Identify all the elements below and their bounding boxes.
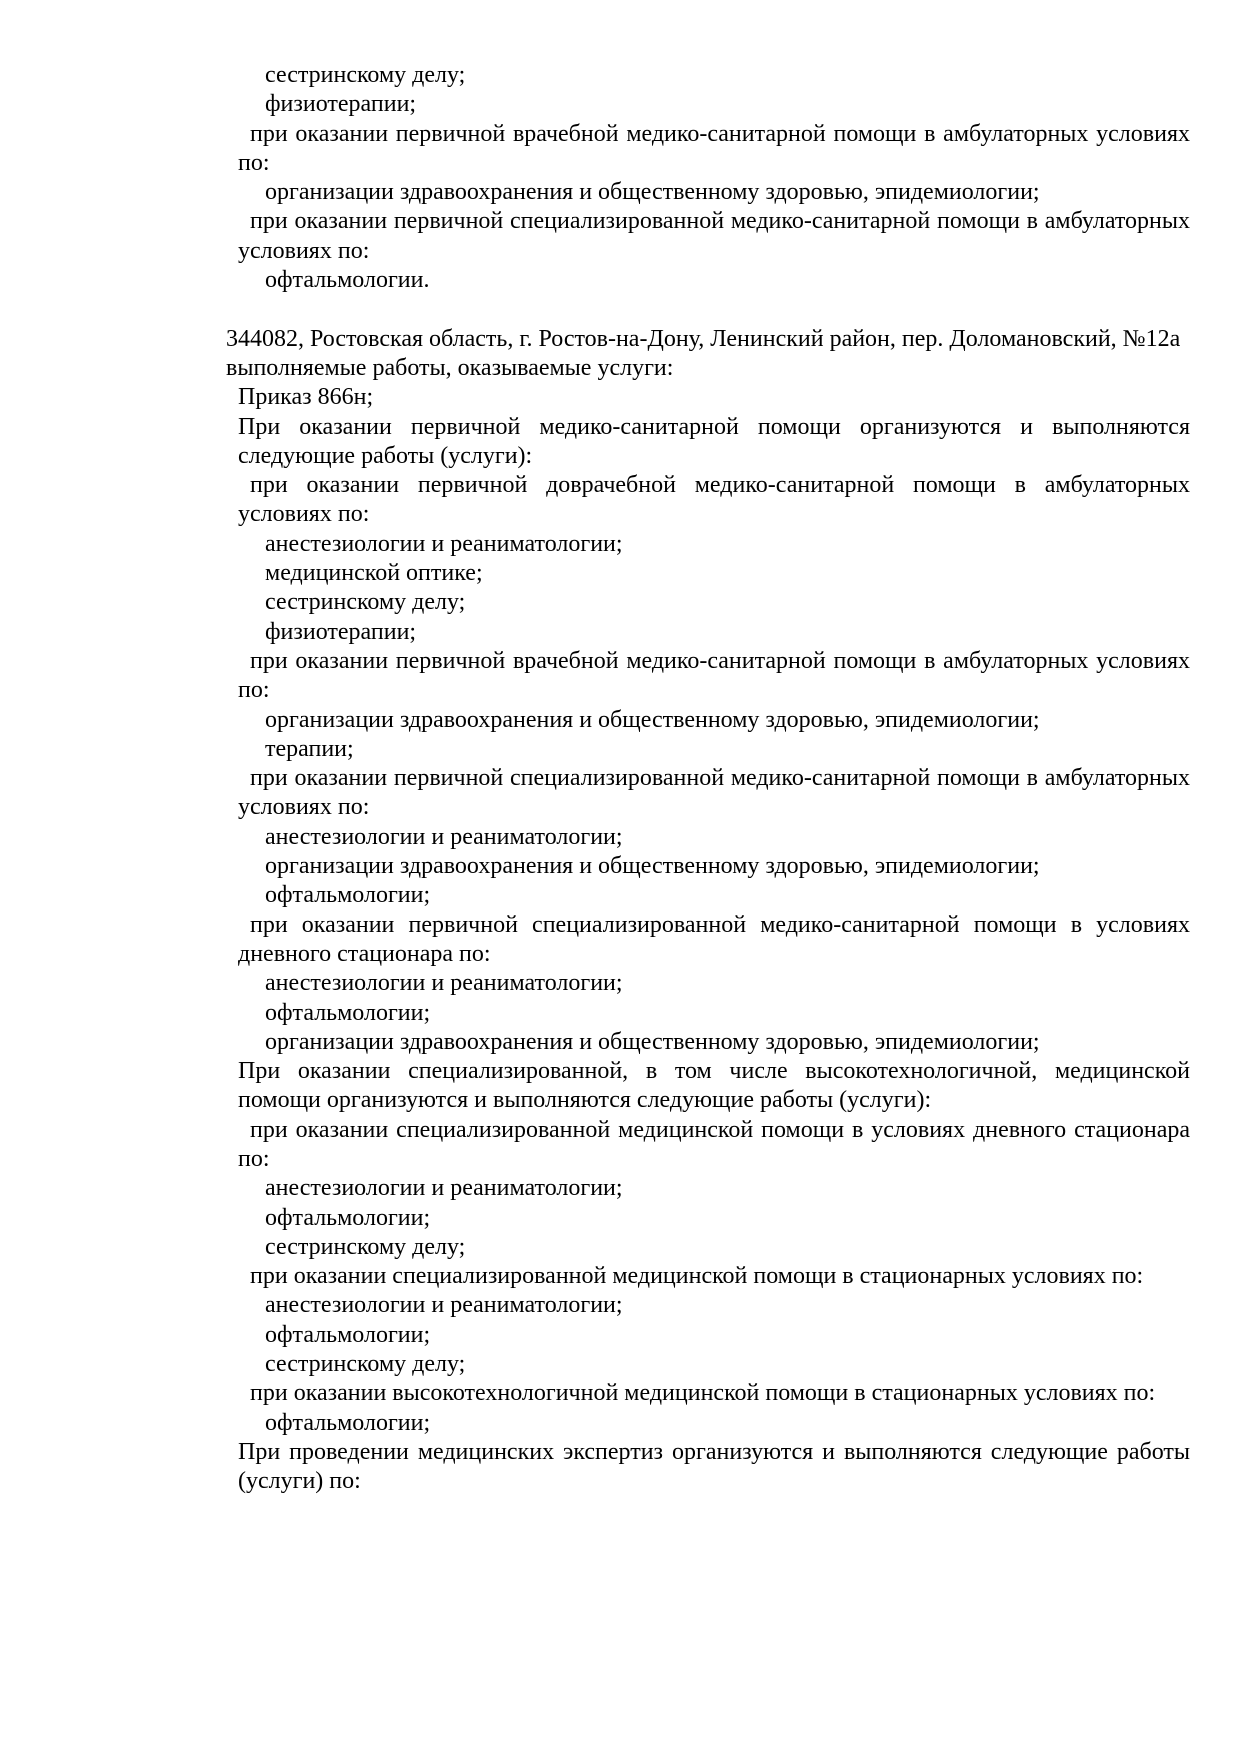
subsection-paragraph: при оказании первичной специализированной медико-санитарной помощи в амбулаторных условиях по: <box>238 208 1190 264</box>
subsection-paragraph: при оказании специализированной медицинской помощи в условиях дневного стационара по: <box>238 1116 1190 1172</box>
list-item: офтальмологии; <box>265 882 431 909</box>
list-item: организации здравоохранения и общественному здоровью, эпидемиологии; <box>265 853 1040 880</box>
subsection-paragraph: при оказании первичной врачебной медико-санитарной помощи в амбулаторных условиях по: <box>238 120 1190 176</box>
list-item: организации здравоохранения и общественному здоровью, эпидемиологии; <box>265 1028 1040 1055</box>
subsection-paragraph: при оказании высокотехнологичной медицинской помощи в стационарных условиях по: <box>250 1380 1156 1407</box>
subsection-paragraph: при оказании первичной врачебной медико-санитарной помощи в амбулаторных условиях по: <box>238 647 1190 704</box>
section-paragraph: Приказ 866н; <box>238 384 374 411</box>
address-paragraph: выполняемые работы, оказываемые услуги: <box>226 354 674 381</box>
list-item: анестезиологии и реаниматологии; <box>265 970 623 997</box>
list-item: офтальмологии; <box>265 999 431 1026</box>
subsection-paragraph: при оказании первичной специализированной медико-санитарной помощи в амбулаторных условиях по: <box>238 765 1190 821</box>
list-item: терапии; <box>265 735 354 762</box>
list-item: физиотерапии; <box>265 91 417 118</box>
section-paragraph: При проведении медицинских экспертиз организуются и выполняются следующие работы (услуги) по: <box>238 1438 1190 1495</box>
blank-line <box>0 295 1241 324</box>
address-paragraph: 344082, Ростовская область, г. Ростов-на-Дону, Ленинский район, пер. Доломановский, №12а <box>226 325 1181 352</box>
section-paragraph: При оказании первичной медико-санитарной помощи организуются и выполняются следующие работы (услуги): <box>238 413 1190 469</box>
list-item: офтальмологии; <box>265 1321 431 1348</box>
list-item: анестезиологии и реаниматологии; <box>265 1175 623 1202</box>
list-item: сестринскому делу; <box>265 589 466 616</box>
section-paragraph: При оказании специализированной, в том числе высокотехнологичной, медицинской помощи организуются и выполняются следующие работы (услуги): <box>238 1058 1190 1114</box>
subsection-paragraph: при оказании первичной специализированной медико-санитарной помощи в условиях дневного стационара по: <box>238 911 1190 967</box>
list-item: анестезиологии и реаниматологии; <box>265 1292 623 1319</box>
list-item: анестезиологии и реаниматологии; <box>265 530 623 557</box>
subsection-paragraph: при оказании специализированной медицинской помощи в стационарных условиях по: <box>250 1263 1144 1290</box>
list-item: анестезиологии и реаниматологии; <box>265 823 623 850</box>
list-item: офтальмологии; <box>265 1409 431 1436</box>
document-page <box>0 61 1241 1497</box>
list-item: сестринскому делу; <box>265 1233 466 1260</box>
list-item: медицинской оптике; <box>265 560 483 587</box>
subsection-paragraph: при оказании первичной доврачебной медико-санитарной помощи в амбулаторных условиях по: <box>238 472 1190 528</box>
list-item: организации здравоохранения и общественному здоровью, эпидемиологии; <box>265 179 1040 206</box>
list-item: организации здравоохранения и общественному здоровью, эпидемиологии; <box>265 706 1040 733</box>
list-item: офтальмологии. <box>265 267 430 294</box>
list-item: сестринскому делу; <box>265 62 466 88</box>
list-item: физиотерапии; <box>265 618 417 645</box>
list-item: сестринскому делу; <box>265 1351 466 1378</box>
list-item: офтальмологии; <box>265 1204 431 1231</box>
